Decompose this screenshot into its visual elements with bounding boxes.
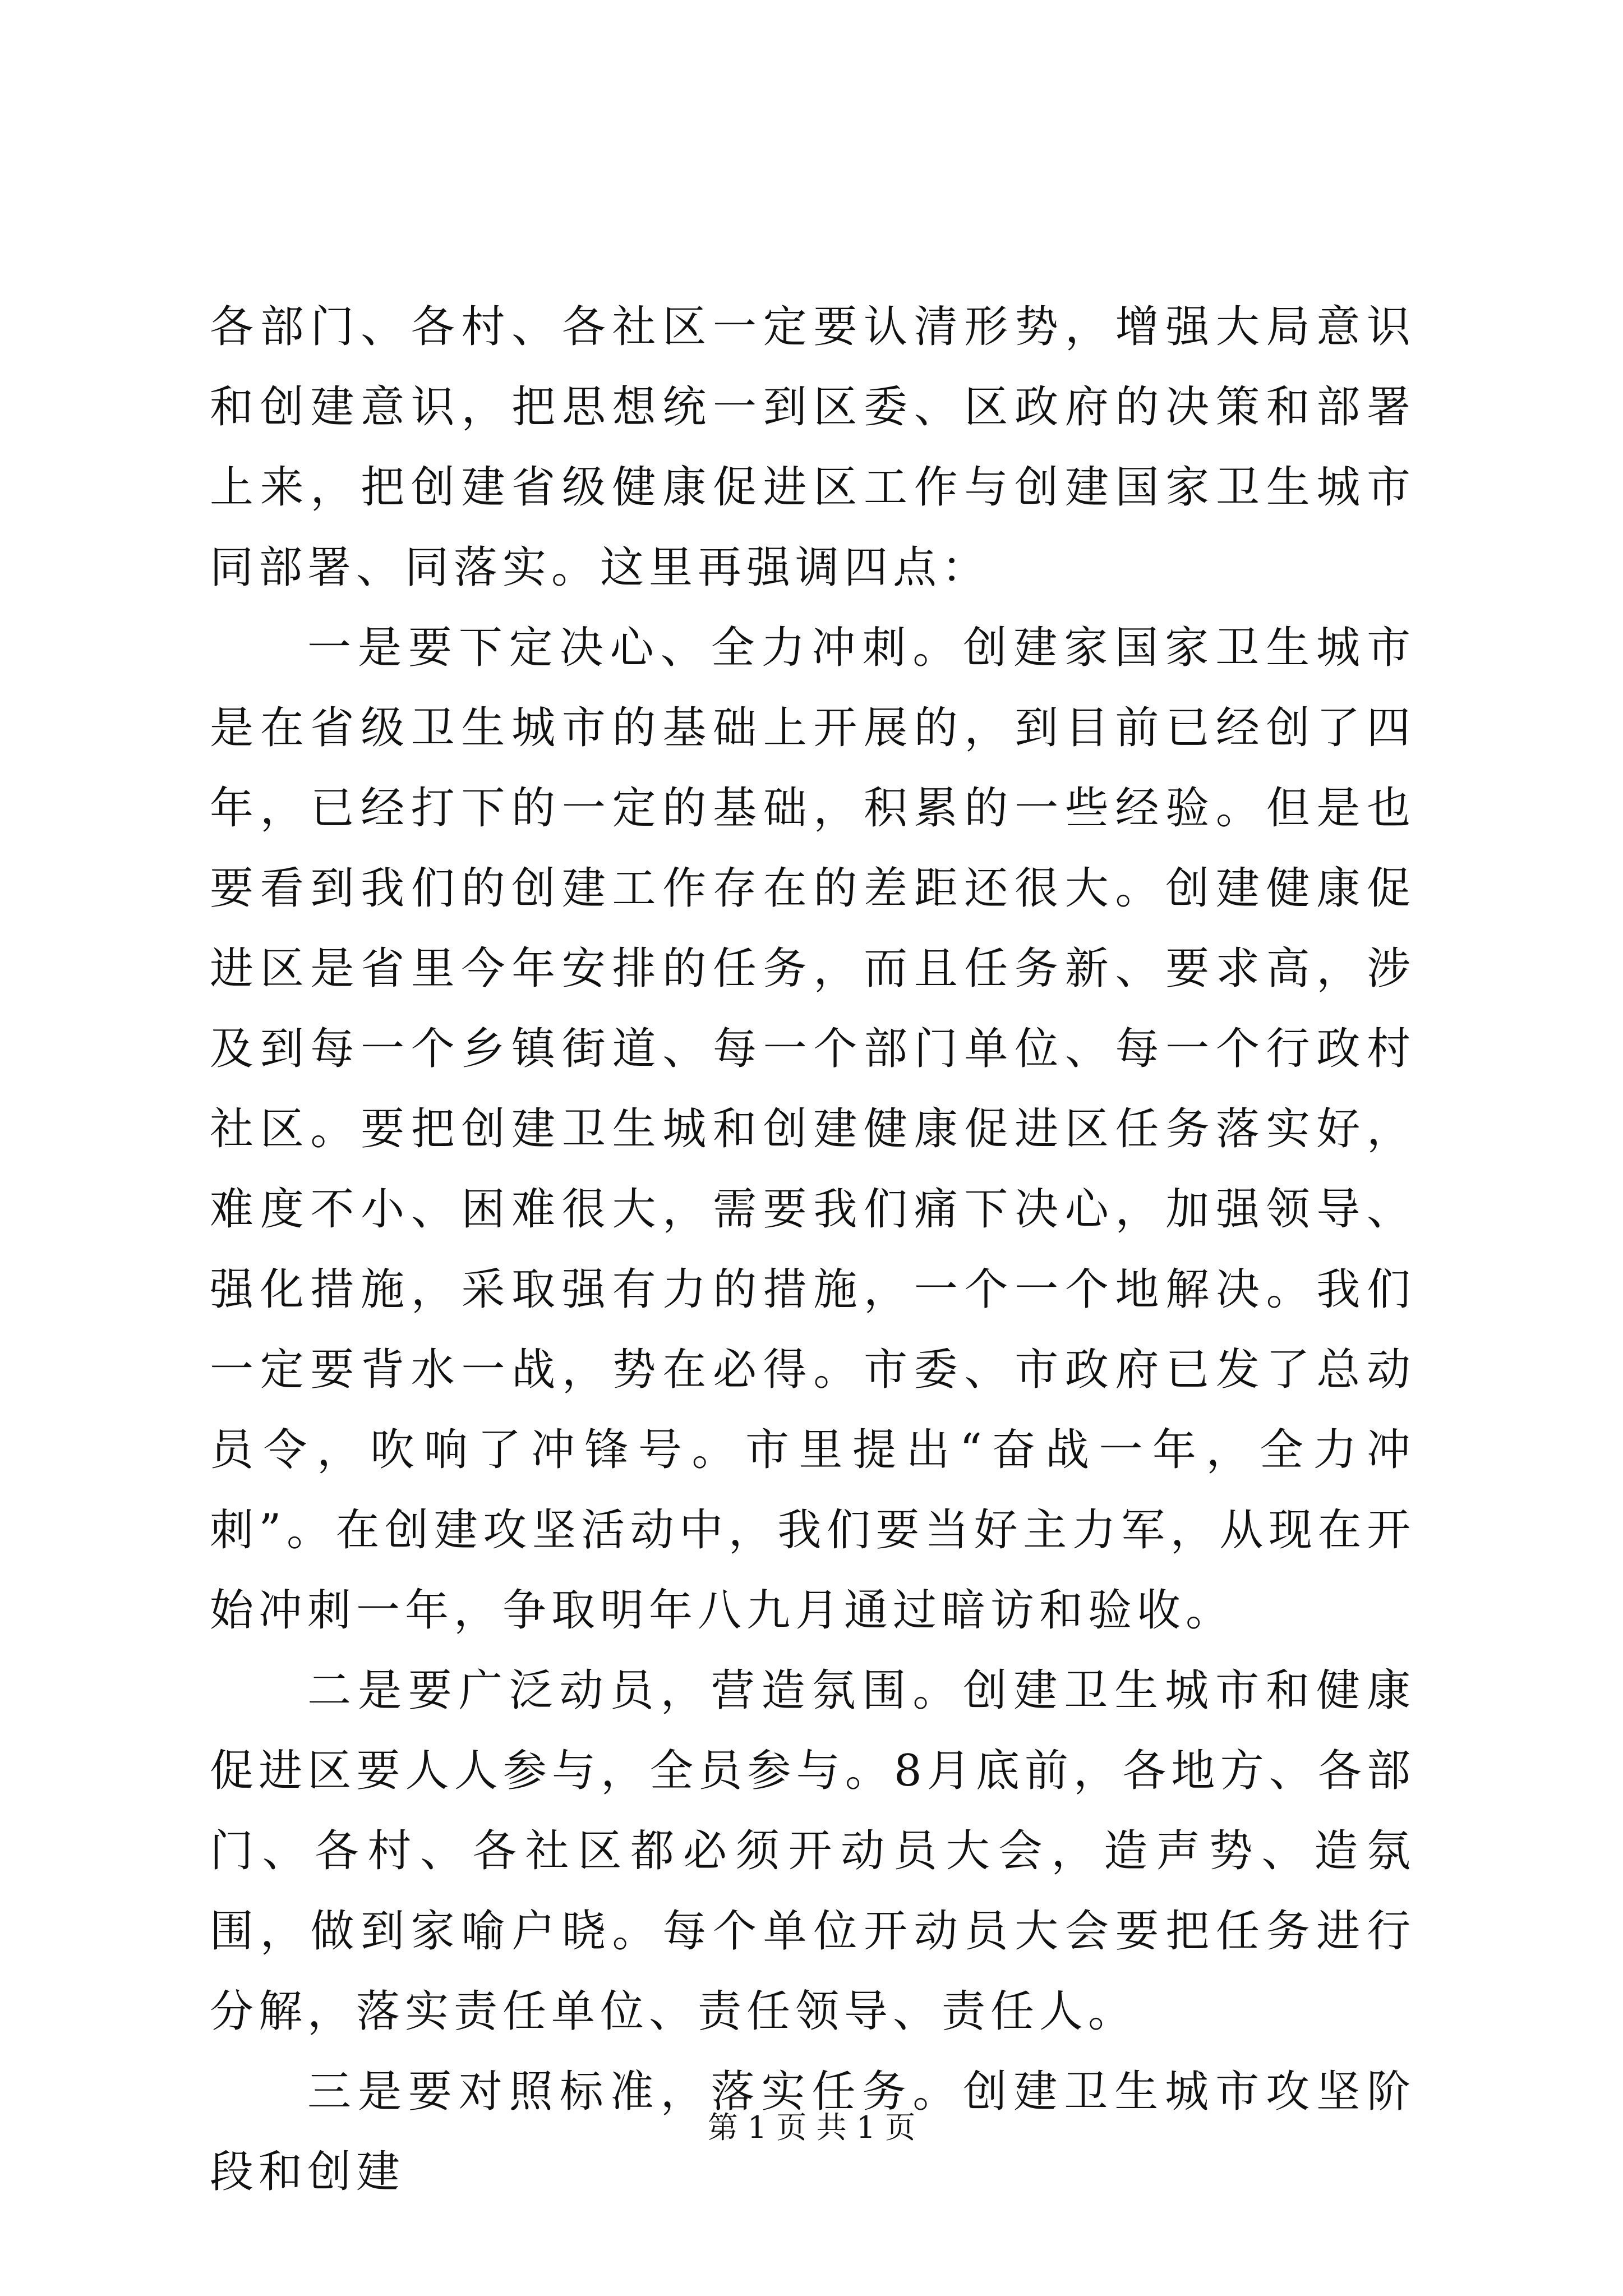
- paragraph-intro: 各部门、各村、各社区一定要认清形势，增强大局意识和创建意识，把思想统一到区委、区政府的决策和部署上来，把创建省级健康促进区工作与创建国家卫生城市同部署、同落实。这里再强调四点：: [210, 302, 1415, 593]
- paragraph-point-one: 一是要下定决心、全力冲刺。创建家国家卫生城市是在省级卫生城市的基础上开展的，到目前已经创了四年，已经打下的一定的基础，积累的一些经验。但是也要看到我们的创建工作存在的差距还很大。创建健康促进区是省里今年安排的任务，而且任务新、要求高，涉及到每一个乡镇街道、每一个部门单位、每一个行政村社区。要把创建卫生城和创建健康促进区任务落实好，难度不小、困难很大，需要我们痛下决心，加强领导、强化措施，采取强有力的措施，一个一个地解决。我们一定要背水一战，势在必得。市委、市政府已发了总动员令，吹响了冲锋号。市里提出“奋战一年，全力冲刺”。在创建攻坚活动中，我们要当好主力军，从现在开始冲刺一年，争取明年八九月通过暗访和验收。: [210, 623, 1415, 1636]
- paragraph-point-two: 二是要广泛动员，营造氛围。创建卫生城市和健康促进区要人人参与，全员参与。8月底前，各地方、各部门、各村、各社区都必须开动员大会，造声势、造氛围，做到家喻户晓。每个单位开动员大会要把任务进行分解，落实责任单位、责任领导、责任人。: [210, 1665, 1415, 2037]
- page-footer: 第 1 页 共 1 页: [707, 2110, 916, 2145]
- document-body: [210, 287, 1415, 2212]
- paragraph-point-three: 三是要对照标准，落实任务。创建卫生城市攻坚阶段和创建: [210, 2067, 1415, 2197]
